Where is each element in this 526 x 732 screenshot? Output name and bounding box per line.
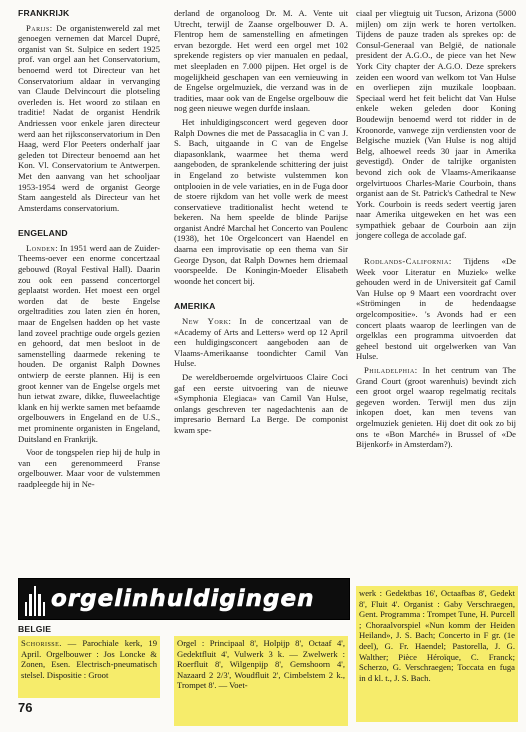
organ-pipes-icon	[25, 582, 45, 616]
heading-belgie: BELGIE	[18, 624, 52, 634]
orgelinhuldigingen-banner	[18, 578, 350, 620]
paragraph-new-york	[174, 316, 348, 369]
belgie-text-3: werk : Gedektbas 16', Octaafbas 8', Gedekt 8', Fluit 4'. Organist : Gaby Verschraegen, Gent. Programma : Trompet Tune, H. Purcell ; Choraalvorspiel «Nun komm der Heiden Heiland», J. S. Bach; Concerto in F gr. (1e deel), G. Fr. Haendel; Pastorella, J. G. Walther; Pièce Héroïque, C. Franck; Scherzo, G. Verschraegen; Toccata en fuga in d kl. t., J. S. Bach.	[359, 588, 515, 683]
paragraph-tucson: ciaal per vliegtuig uit Tucson, Arizona (5000 mijlen) om zijn werk te horen vertolken. Tijdens de pauze traden als sprekes op: de Consul-Generaal van België, de nationale president der A.G.O., de piece van het New York City chapter der A.G.O. Deze sprekers zeiden een woord van welkom tot Van Hulse en overliepen zijn muzikale loopbaan. Speciaal werd het feit belicht dat Van Hulse enkele weken geleden door Koning Boudewijn benoemd werd tot ridder in de Kroonorde, vanwege zijn verdiensten voor de Belgische muziek (Van Hulse is nog altijd Belg, alhoewel reeds 30 jaar in Amerika gevestigd). Onder de talrijke organisten bevond zich ook de Vlaams-Amerikaanse orgelvirtuoos Charles-Marie Courboin, thans organist aan de St. Patrick's Cathedral te New York. Courboin is reeds sedert veertig jaren naar Amerika uitgeweken en het was een sympathiek gebaar de Courboin aan zijn jongere collega de accolade gaf.	[356, 8, 516, 241]
belgie-text-2: Orgel : Principaal 8', Holpijp 8', Octaaf 4', Gedektfluit 4', Vulwerk 3 k. — Zwelwerk : Roerfluit 8', Wilgenpijp 8', Gemshoorn 4', Nazaard 2 2/3', Woudfluit 2', Cimbelstem 2 k., Trompet 8'. — Voet-	[177, 638, 345, 691]
column-1	[18, 8, 160, 493]
city-rodlands: Rodlands-California	[364, 256, 449, 267]
city-philadelphia: Philadelphia	[364, 365, 415, 375]
text-rodlands: : Tijdens «De Week voor Literatur en Muziek» welke gehouden werd in de Universiteit gaf Camil Van Hulse op 9 Maart een voordracht over «Strömingen in de hedendaagse orgelcompositie». 's Avonds had er een concert plaats waarop de leerlingen van de orgelklas een programma uitvoerden dat geheel bestond uit orgelwerken van Van Hulse.	[356, 256, 516, 362]
paragraph-rodlands	[356, 256, 516, 362]
banner-title: orgelinhuldigingen	[51, 586, 315, 612]
heading-frankrijk: FRANKRIJK	[18, 8, 70, 18]
column-2	[174, 8, 348, 439]
city-schorisse: Schorisse	[21, 638, 60, 648]
belgie-box-1	[18, 636, 160, 698]
text-parijs: : De organistenwereld zal met genoegen vernemen dat Marcel Dupré, organist van St. Sulpice en sedert 1925 prof. van orgel aan het Conservatorium, benoemd werd tot Directeur van het Conservatorium aldaar in vervanging van Claude Delvincourt die plotseling overleden is. Het woord zo stilaan en traditie! Nadat de organist Hendrik Andriessen voor enkele jaren directeur werd aan het rijksconservatorium in Den Haag, werd Flor Peeters onderhalf jaar geleden tot Directeur benoemd aan het Kon. Vl. Conservatorium te Antwerpen. Met den aanvang van het schooljaar 1953-1954 werd de organist George Stam aangesteld als Directeur van het Amsterdams conservatorium.	[18, 22, 160, 213]
text-new-york: : In de concertzaal van de «Academy of Arts and Letters» werd op 12 April een huldigingsconcert aangeboden aan de Vlaams-Amerikaanse toondichter Camil Van Hulse.	[174, 316, 348, 369]
belgie-box-2	[174, 636, 348, 726]
paragraph-tongspelen: Voor de tongspelen riep hij de hulp in van een gerenommeerd Franse orgelbouwer. Maar voor de vulstemmen raadpleegde hij in Ne-	[18, 447, 160, 489]
heading-engeland: ENGELAND	[18, 228, 68, 239]
text-philadelphia: : In het centrum van The Grand Court (groot warenhuis) bevindt zich een groot orgel waarop regelmatig recitals gegeven worden. Terwijl men dus zijn inkopen doet, kan men tevens van orgelmuziek genieten. Hij doet dit ook zo bij ons te «Bon Marché» in Brussel of «De Bijenkorf» in Amsterdam?).	[356, 365, 516, 450]
page-number: 76	[18, 700, 33, 715]
city-parijs: Parijs	[26, 22, 50, 33]
paragraph-coci: De wereldberoemde orgelvirtuoos Claire Coci gaf een eerste uitvoering van de nieuwe «Symphonia Elegiaca» van Camil Van Hulse, onlangs geschreven ter nagedachtenis aan de impresario Bernard La Berge. De componist kwam spe-	[174, 372, 348, 435]
paragraph-vente: derland de organoloog Dr. M. A. Vente uit Utrecht, terwijl de Zaanse orgelbouwer D. A. Flentrop hem de samenstelling en afmetingen ervan bezorgde. Het werd een orgel met 102 sprekende registers op vier manualen en pedaal, met sleepladen en 7.000 pijpen. Het orgel is de mogelijkheid geschapen van een vernieuwing in de Engelse orgelmuziek, die verzand was in de tradities, maar ook van de Engelse orgelbouw die nog geen nieuwe wegen durfde inslaan.	[174, 8, 348, 114]
paragraph-londen	[18, 243, 160, 444]
text-schorisse: . — Parochiale kerk, 19 April. Orgelbouwer : Jos Loncke & Zonen, Esen. Electrisch-pneumatisch stelsel. Dispositie : Groot	[21, 638, 157, 680]
paragraph-parijs	[18, 23, 160, 214]
column-3	[356, 8, 516, 453]
belgie-text-1	[18, 638, 160, 680]
paragraph-philadelphia	[356, 365, 516, 450]
text-londen: : In 1951 werd aan de Zuider-Theems-oever een enorme concertzaal gebouwd (Royal Festival Hall). Daarin zou ook een passend concertorgel geplaatst worden. Het moest een orgel worden dat de beste Engelse orgeltradities zou laten zien én horen, maar de Engelsen hadden op het vaste land zoveel prachtige oude orgels gezien en gehoord, dat men besloot in de samenstelling daarmede rekening te houden. De organist Ralph Downes ontwierp de eerste plannen. Hij is een groot kenner van de Engelse orgels met hun ietwat zware, dikke, fluweelachtige klank en hij werkte samen met befaamde orgelbouwers in Engeland en de U.S., met prominente organisten in Engeland, Duitsland en Frankrijk.	[18, 242, 160, 444]
paragraph-inhuldiging: Het inhuldigingsconcert werd gegeven door Ralph Downes die met de Passacaglia in C van J. S. Bach, uitgaande in C van de Engelse diapasonklank, waarmee het thema werd aangeboden, de sprankelende schittering der juist in Engeland zo betwiste vulstemmen kon ontplooien in de vele variaties, en in de Fuga door de stoere rijkdom van het volle werk de meest conservatieve traditionalist hecht wetend te bekeren. Na hem speelde de blinde Parijse organist André Marchal het Concerto van Poulenc (1938), het 10e Orgelconcert van Haendel en daarna een improvisatie op een thema van Sir George Dyson, dat Ralph Downes hem driemaal voorspeelde. De Koningin-Moeder Elisabeth woonde het concert bij.	[174, 116, 348, 286]
belgie-box-3	[356, 586, 518, 722]
heading-amerika: AMERIKA	[174, 301, 216, 312]
city-new-york: New York	[182, 316, 229, 327]
city-londen: Londen	[26, 242, 56, 253]
